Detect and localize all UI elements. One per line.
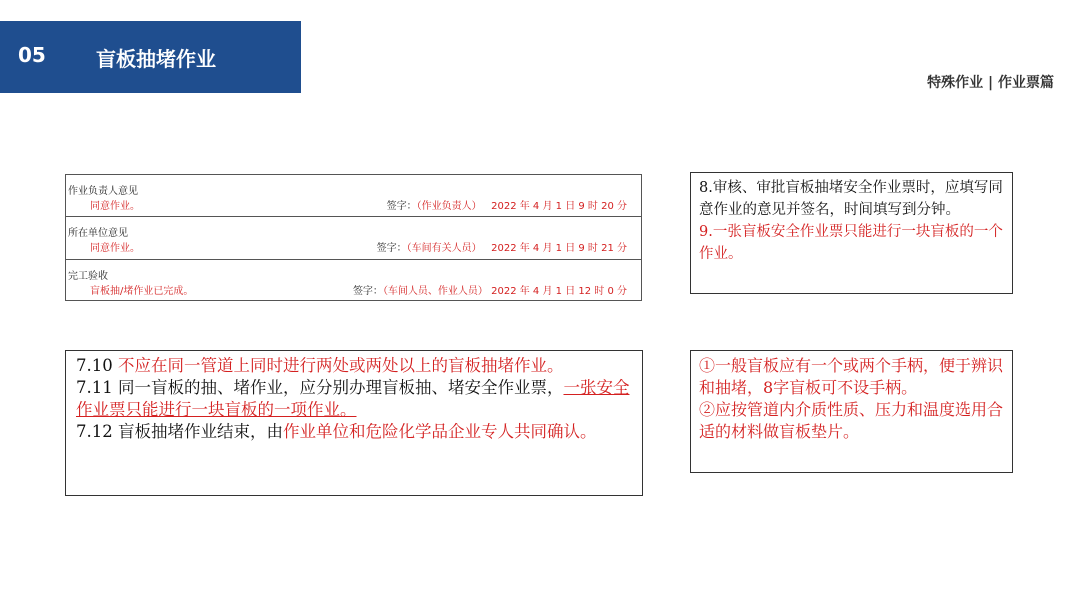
rule-7-11 <box>76 377 632 421</box>
approval-form-table <box>65 174 642 301</box>
note-item-8: 8.审核、审批盲板抽堵安全作业票时，应填写同意作业的意见并签名，时间填写到分钟。 <box>699 180 1003 218</box>
regulation-box <box>65 350 643 496</box>
approval-note-box <box>690 172 1013 294</box>
blind-plate-note-box <box>690 350 1013 473</box>
sign-datetime: 2022 年 4 月 1 日 12 时 0 分 <box>491 286 627 297</box>
sign-datetime: 2022 年 4 月 1 日 9 时 20 分 <box>491 201 627 212</box>
sign-label: 签字： <box>386 201 417 212</box>
signer: （作业负责人） <box>416 201 482 212</box>
note-item-1: ①一般盲板应有一个或两个手柄，便于辨识和抽堵，8字盲板可不设手柄。 <box>699 356 1004 397</box>
sign-label: 签字： <box>352 286 383 297</box>
rule-text: 7.12 盲板抽堵作业结束，由 <box>76 422 283 441</box>
form-row-label: 作业负责人意见 <box>68 186 138 197</box>
sign-label: 签字： <box>376 243 407 254</box>
form-row-supervisor <box>66 175 641 217</box>
rule-highlight: 作业单位和危险化学品企业专人共同确认。 <box>282 422 597 441</box>
form-row-value: 盲板抽/堵作业已完成。 <box>90 286 194 297</box>
signer: （车间有关人员） <box>406 243 482 254</box>
rule-highlight: 一张安全作业票只能进行一块盲板的一项作业。 <box>76 378 630 419</box>
rule-7-10 <box>76 355 632 377</box>
form-row-completion <box>66 260 641 301</box>
form-row-label: 所在单位意见 <box>68 228 128 239</box>
note-item-2: ②应按管道内介质性质、压力和温度选用合适的材料做盲板垫片。 <box>699 400 1004 441</box>
rule-7-12 <box>76 421 632 443</box>
form-row-signature <box>353 282 627 297</box>
form-row-label: 完工验收 <box>68 271 108 282</box>
sign-datetime: 2022 年 4 月 1 日 9 时 21 分 <box>491 243 627 254</box>
section-title: 盲板抽堵作业 <box>96 47 216 71</box>
form-row-unit <box>66 217 641 260</box>
rule-text: 不应在同一管道上同时进行两处或两处以上的盲板抽堵作业。 <box>118 356 564 375</box>
section-header <box>0 21 301 93</box>
form-row-value: 同意作业。 <box>90 201 140 212</box>
form-row-value: 同意作业。 <box>90 243 140 254</box>
note-item-9: 9.一张盲板安全作业票只能进行一块盲板的一个作业。 <box>699 224 1003 262</box>
form-row-signature <box>377 239 627 254</box>
form-row-signature <box>387 197 627 212</box>
signer: （车间人员、作业人员） <box>382 286 488 297</box>
section-number: 05 <box>18 43 46 67</box>
category-tagline: 特殊作业 | 作业票篇 <box>927 75 1054 91</box>
rule-text: 7.11 同一盲板的抽、堵作业，应分别办理盲板抽、堵安全作业票， <box>76 378 564 397</box>
rule-number: 7.10 <box>76 356 113 375</box>
